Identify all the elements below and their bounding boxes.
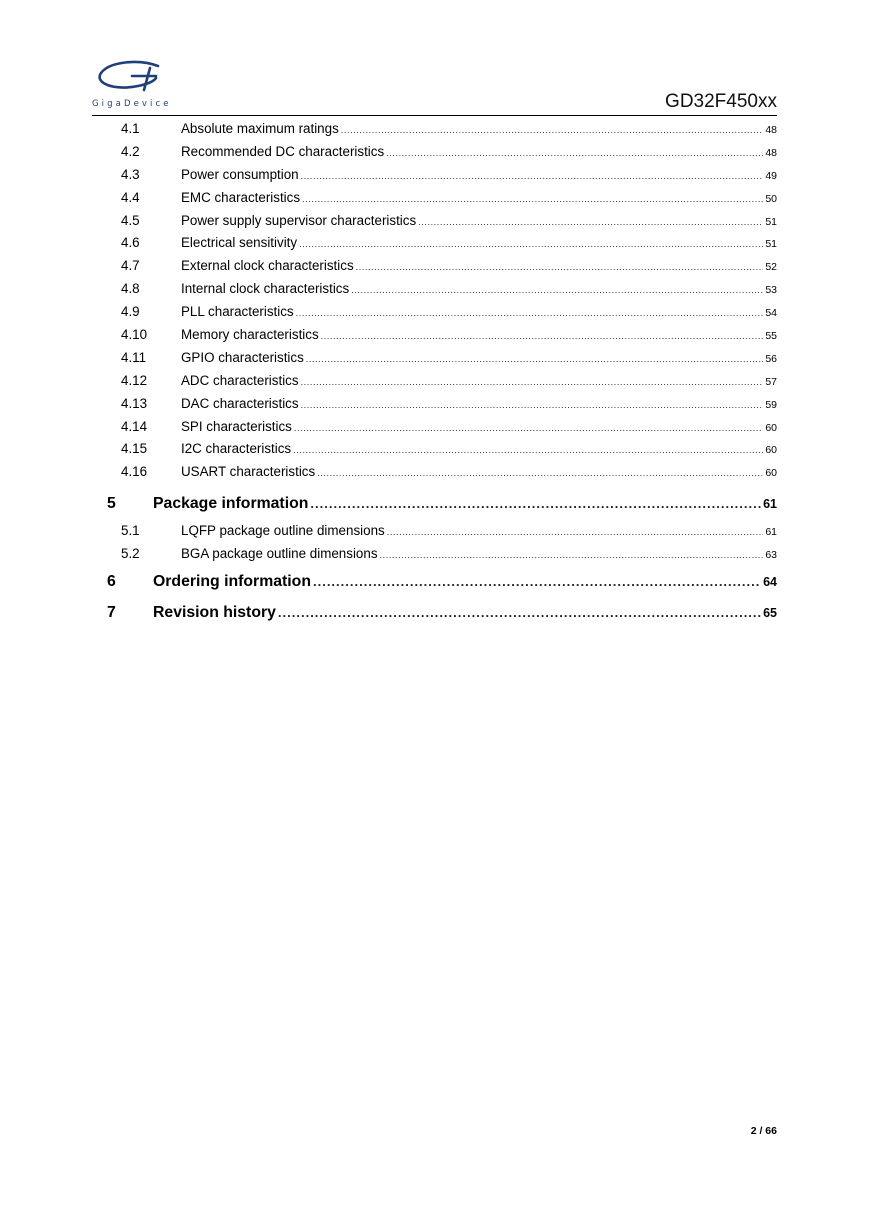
toc-entry-title: SPI characteristics — [181, 418, 292, 434]
toc-entry-title: ADC characteristics — [181, 372, 299, 388]
gigadevice-logo — [92, 58, 182, 112]
toc-entry-number: 7 — [107, 604, 116, 622]
toc-entry-number: 4.3 — [121, 166, 140, 182]
document-code: GD32F450xx — [665, 91, 777, 112]
toc-entry-page: 54 — [765, 307, 777, 320]
toc-section-entry[interactable] — [92, 255, 777, 278]
toc-entry-page: 61 — [763, 497, 777, 512]
logo-wordmark: GigaDevice — [92, 99, 172, 109]
toc-section-entry[interactable] — [92, 232, 777, 255]
toc-entry-title: EMC characteristics — [181, 189, 301, 205]
toc-entry-number: 4.4 — [121, 189, 140, 205]
toc-entry-title: BGA package outline dimensions — [181, 545, 378, 561]
toc-entry-page: 48 — [765, 124, 777, 136]
toc-entry-title: Memory characteristics — [181, 327, 319, 343]
table-of-contents — [92, 118, 777, 629]
toc-entry-title: Electrical sensitivity — [181, 235, 298, 251]
toc-entry-number: 5.2 — [121, 545, 140, 561]
toc-entry-title: USART characteristics — [181, 464, 316, 480]
toc-entry-number: 4.12 — [121, 372, 148, 388]
toc-chapter-entry[interactable] — [92, 566, 777, 598]
toc-dot-leader — [299, 233, 763, 256]
toc-entry-page: 56 — [765, 352, 777, 365]
toc-entry-number: 4.1 — [121, 121, 140, 136]
toc-dot-leader — [278, 597, 761, 629]
toc-dot-leader — [310, 488, 761, 520]
toc-dot-leader — [418, 211, 763, 234]
toc-entry-number: 4.11 — [121, 349, 147, 365]
toc-entry-title: Package information — [153, 495, 309, 513]
toc-dot-leader — [294, 417, 763, 440]
toc-entry-number: 4.7 — [121, 258, 140, 274]
toc-section-entry[interactable] — [92, 187, 777, 210]
toc-entry-page: 55 — [765, 330, 777, 343]
toc-section-entry[interactable] — [92, 210, 777, 233]
toc-section-entry[interactable] — [92, 370, 777, 393]
toc-entry-title: Absolute maximum ratings — [181, 121, 339, 136]
toc-section-entry[interactable] — [92, 416, 777, 439]
toc-section-entry[interactable] — [92, 118, 777, 141]
toc-entry-page: 63 — [765, 548, 777, 561]
toc-section-entry[interactable] — [92, 301, 777, 324]
toc-entry-page: 53 — [765, 284, 777, 297]
toc-dot-leader — [387, 521, 764, 544]
toc-entry-title: Recommended DC characteristics — [181, 143, 385, 159]
toc-entry-title: Power consumption — [181, 166, 299, 182]
toc-entry-number: 6 — [107, 572, 116, 590]
toc-section-entry[interactable] — [92, 278, 777, 301]
toc-entry-title: Ordering information — [153, 572, 311, 590]
toc-entry-title: Internal clock characteristics — [181, 281, 350, 297]
header-divider — [92, 115, 777, 116]
toc-section-entry[interactable] — [92, 141, 777, 164]
toc-entry-number: 4.6 — [121, 235, 140, 251]
toc-entry-title: Power supply supervisor characteristics — [181, 212, 417, 228]
toc-entry-page: 52 — [765, 261, 777, 274]
toc-dot-leader — [306, 348, 764, 371]
toc-dot-leader — [301, 394, 764, 417]
toc-entry-page: 64 — [763, 574, 777, 589]
toc-dot-leader — [380, 544, 764, 567]
toc-entry-page: 49 — [765, 169, 777, 182]
toc-dot-leader — [351, 279, 763, 302]
toc-entry-page: 65 — [763, 606, 777, 621]
toc-dot-leader — [313, 566, 761, 598]
toc-entry-page: 51 — [765, 238, 777, 251]
toc-chapter-entry[interactable] — [92, 597, 777, 629]
toc-entry-title: DAC characteristics — [181, 395, 299, 411]
gigadevice-swoosh-icon — [92, 58, 182, 98]
page-number: 2 / 66 — [750, 1125, 777, 1137]
toc-entry-number: 4.5 — [121, 212, 140, 228]
toc-entry-number: 4.16 — [121, 464, 148, 480]
toc-dot-leader — [321, 325, 764, 348]
toc-entry-number: 4.13 — [121, 395, 148, 411]
toc-section-entry[interactable] — [92, 438, 777, 461]
toc-section-entry[interactable] — [92, 543, 777, 566]
toc-entry-number: 5 — [107, 495, 116, 513]
toc-entry-number: 4.9 — [121, 304, 140, 320]
toc-entry-title: Revision history — [153, 604, 276, 622]
toc-entry-number: 5.1 — [121, 522, 140, 538]
toc-dot-leader — [302, 188, 763, 211]
toc-section-entry[interactable] — [92, 520, 777, 543]
toc-entry-number: 4.8 — [121, 281, 140, 297]
toc-entry-page: 50 — [765, 192, 777, 205]
toc-chapter-entry[interactable] — [92, 488, 777, 520]
toc-entry-page: 48 — [765, 146, 777, 159]
toc-entry-number: 4.2 — [121, 143, 140, 159]
toc-entry-number: 4.15 — [121, 441, 148, 457]
toc-entry-page: 60 — [765, 467, 777, 480]
toc-entry-number: 4.14 — [121, 418, 148, 434]
toc-entry-page: 57 — [765, 375, 777, 388]
toc-dot-leader — [301, 165, 764, 188]
toc-dot-leader — [296, 302, 764, 325]
toc-entry-page: 60 — [765, 444, 777, 457]
toc-dot-leader — [293, 439, 763, 462]
toc-dot-leader — [356, 256, 764, 279]
toc-section-entry[interactable] — [92, 393, 777, 416]
toc-section-entry[interactable] — [92, 164, 777, 187]
toc-entry-title: I2C characteristics — [181, 441, 292, 457]
toc-entry-title: LQFP package outline dimensions — [181, 522, 385, 538]
toc-dot-leader — [341, 119, 764, 142]
toc-dot-leader — [317, 462, 763, 485]
toc-entry-title: GPIO characteristics — [181, 349, 304, 365]
toc-entry-number: 4.10 — [121, 327, 148, 343]
toc-entry-page: 60 — [765, 421, 777, 434]
toc-dot-leader — [301, 371, 764, 394]
toc-entry-title: External clock characteristics — [181, 258, 354, 274]
toc-dot-leader — [386, 142, 763, 165]
toc-entry-title: PLL characteristics — [181, 304, 294, 320]
toc-entry-page: 59 — [765, 398, 777, 411]
toc-section-entry[interactable] — [92, 461, 777, 484]
toc-section-entry[interactable] — [92, 324, 777, 347]
toc-entry-page: 61 — [765, 525, 777, 538]
toc-entry-page: 51 — [765, 215, 777, 228]
toc-section-entry[interactable] — [92, 347, 777, 370]
